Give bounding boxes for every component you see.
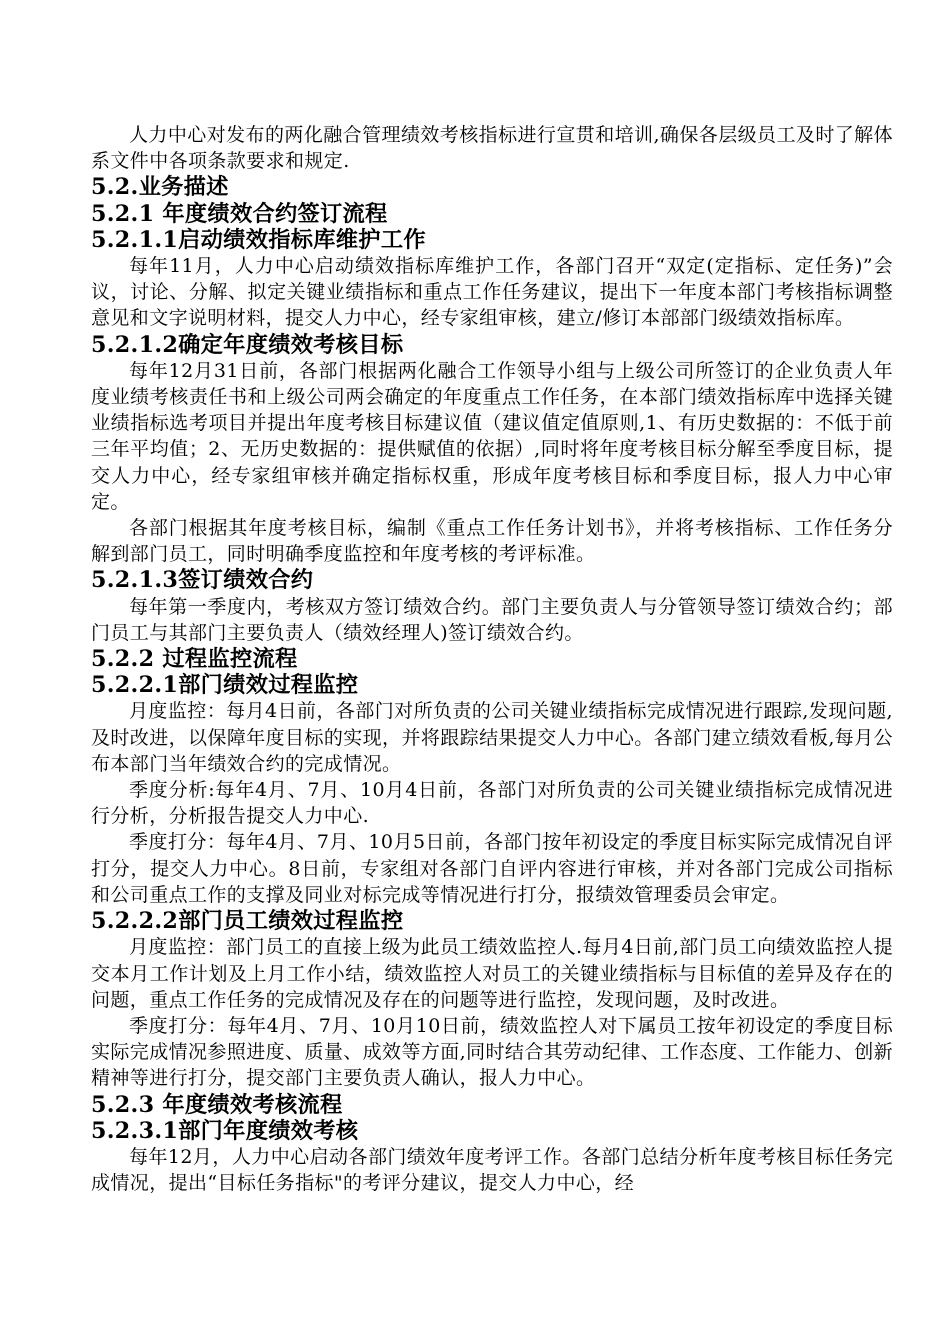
paragraph-monthly-monitoring: 月度监控：每月4日前，各部门对所负责的公司关键业绩指标完成情况进行跟踪,发现问题,及时改进，以保障年度目标的实现，并将跟踪结果提交人力中心。各部门建立绩效看板,每月公布本部门当年绩效合约的完成情况。 bbox=[91, 700, 893, 775]
paragraph-employee-monthly: 月度监控：部门员工的直接上级为此员工绩效监控人.每月4日前,部门员工向绩效监控人提交本月工作计划及上月工作小结，绩效监控人对员工的关键业绩指标与目标值的差异及存在的问题，重点工作任务的完成情况及存在的问题等进行监控，发现问题，及时改进。 bbox=[91, 936, 893, 1011]
paragraph-employee-quarterly: 季度打分：每年4月、7月、10月10日前，绩效监控人对下属员工按年初设定的季度目标实际完成情况参照进度、质量、成效等方面,同时结合其劳动纪律、工作态度、工作能力、创新精神等进行打分，提交部门主要负责人确认，报人力中心。 bbox=[91, 1014, 893, 1090]
heading-5-2-1-2: 5.2.1.2确定年度绩效考核目标 bbox=[91, 331, 404, 358]
paragraph-annual-targets: 每年12月31日前，各部门根据两化融合工作领导小组与上级公司所签订的企业负责人年度业绩考核责任书和上级公司两会确定的年度重点工作任务，在本部门绩效指标库中选择关键业绩指标选考项目并提出年度考核目标建议值（建议值定值原则,1、有历史数据的：不低于前三年平均值；2、无历史数据的：提供赋值的依据）,同时将年度考核目标分解至季度目标，提交人力中心，经专家组审核并确定指标权重，形成年度考核目标和季度目标，报人力中心审定。 bbox=[91, 359, 893, 513]
paragraph-intro: 人力中心对发布的两化融合管理绩效考核指标进行宣贯和培训,确保各层级员工及时了解体系文件中各项条款要求和规定. bbox=[91, 124, 893, 173]
heading-5-2-1-1: 5.2.1.1启动绩效指标库维护工作 bbox=[91, 226, 426, 253]
heading-5-2-2-2: 5.2.2.2部门员工绩效过程监控 bbox=[91, 908, 404, 935]
paragraph-sign-contract: 每年第一季度内，考核双方签订绩效合约。部门主要负责人与分管领导签订绩效合约；部门员工与其部门主要负责人（绩效经理人)签订绩效合约。 bbox=[91, 595, 893, 644]
paragraph-task-plan: 各部门根据其年度考核目标，编制《重点工作任务计划书》，并将考核指标、工作任务分解到部门员工，同时明确季度监控和年度考核的考评标准。 bbox=[91, 517, 893, 566]
document-page bbox=[91, 122, 893, 1196]
heading-5-2-2: 5.2.2 过程监控流程 bbox=[91, 646, 298, 673]
paragraph-annual-review: 每年12月，人力中心启动各部门绩效年度考评工作。各部门总结分析年度考核目标任务完成情况，提出“目标任务指标"的考评分建议，提交人力中心，经 bbox=[91, 1145, 893, 1195]
heading-5-2-1-3: 5.2.1.3签订绩效合约 bbox=[91, 567, 314, 594]
heading-5-2-3-1: 5.2.3.1部门年度绩效考核 bbox=[91, 1117, 359, 1144]
heading-5-2-3: 5.2.3 年度绩效考核流程 bbox=[91, 1091, 343, 1118]
heading-5-2-2-1: 5.2.2.1部门绩效过程监控 bbox=[91, 672, 359, 699]
paragraph-quarterly-scoring: 季度打分：每年4月、7月、10月5日前，各部门按年初设定的季度目标实际完成情况自评打分，提交人力中心。8日前，专家组对各部门自评内容进行审核，并对各部门完成公司指标和公司重点工作的支撑及同业对标完成等情况进行打分，报绩效管理委员会审定。 bbox=[91, 831, 893, 906]
heading-5-2: 5.2.业务描述 bbox=[91, 174, 229, 201]
paragraph-quarterly-analysis: 季度分析:每年4月、7月、10月4日前，各部门对所负责的公司关键业绩指标完成情况进行分析，分析报告提交人力中心. bbox=[91, 779, 893, 828]
paragraph-indicator-library: 每年11月，人力中心启动绩效指标库维护工作，各部门召开“双定(定指标、定任务)”会议，讨论、分解、拟定关键业绩指标和重点工作任务建议，提出下一年度本部门考核指标调整意见和文字说明材料，提交人力中心，经专家组审核，建立/修订本部部门级绩效指标库。 bbox=[91, 255, 893, 330]
heading-5-2-1: 5.2.1 年度绩效合约签订流程 bbox=[91, 200, 388, 227]
